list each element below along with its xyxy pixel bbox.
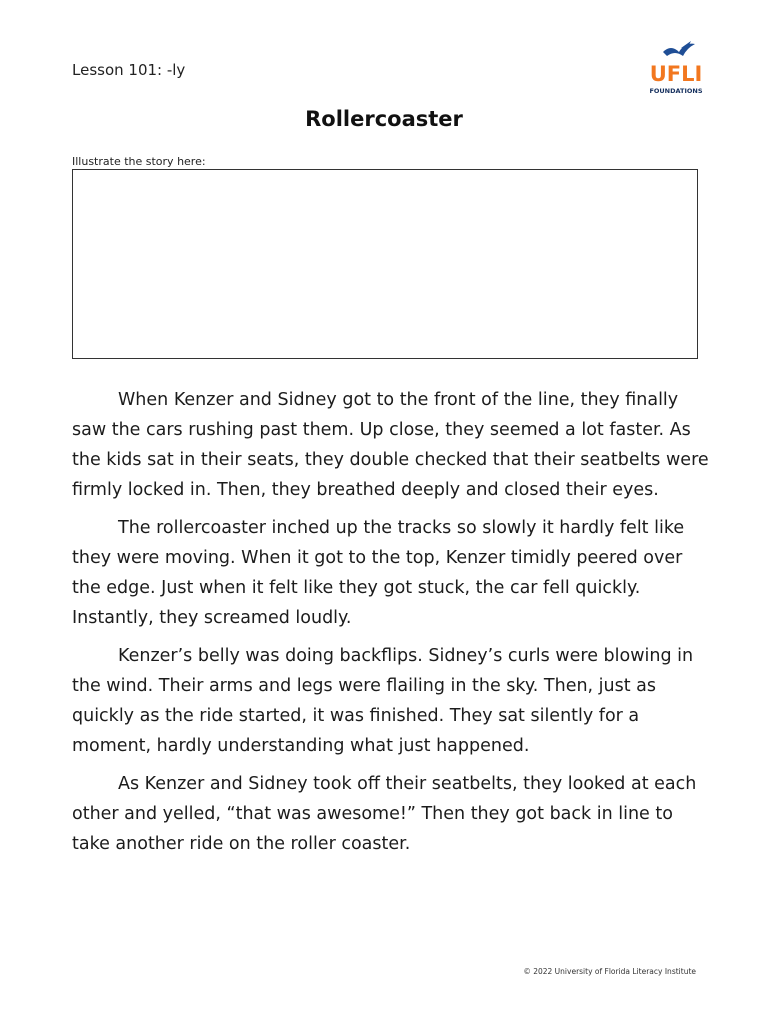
story-paragraph: Kenzer’s belly was doing backflips. Sidney’s curls were blowing in the wind. Their arms and legs were flailing in the sky. Then, just as quickly as the ride started, it was finished. They sat silently for a moment, hardly understanding what just happened. (72, 646, 694, 756)
ufli-logo (645, 40, 707, 98)
story-paragraph: The rollercoaster inched up the tracks so slowly it hardly felt like they were moving. When it got to the top, Kenzer timidly peered over the edge. Just when it felt like they got stuck, the car fell quickly. Instantly, they screamed loudly. (72, 518, 685, 628)
story-body (72, 385, 712, 867)
open-book-bird-icon (645, 40, 707, 98)
logo-letters: UFLI (649, 62, 703, 86)
illustration-label: Illustrate the story here: (72, 155, 206, 168)
illustration-box[interactable] (72, 169, 698, 359)
story-title: Rollercoaster (305, 107, 463, 131)
svg-text:UFLI (650, 62, 703, 86)
lesson-label: Lesson 101: -ly (72, 61, 186, 79)
story-paragraph: When Kenzer and Sidney got to the front of the line, they finally saw the cars rushing past them. Up close, they seemed a lot faster. As the kids sat in their seats, they double checked that their seatbelts were firmly locked in. Then, they breathed deeply and closed their eyes. (72, 390, 709, 500)
copyright-footer: © 2022 University of Florida Literacy Institute (523, 967, 696, 976)
logo-subtext: FOUNDATIONS (649, 87, 703, 95)
story-paragraph: As Kenzer and Sidney took off their seatbelts, they looked at each other and yelled, “that was awesome!” Then they got back in line to take another ride on the roller coaster. (72, 774, 697, 854)
